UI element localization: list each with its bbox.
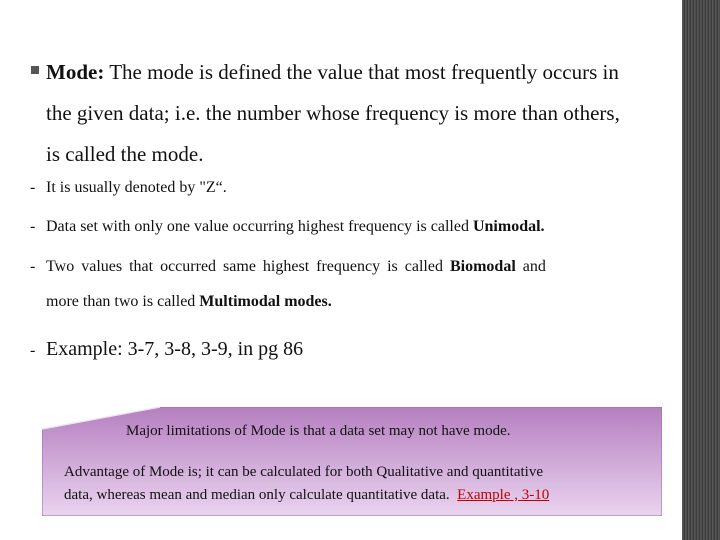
square-bullet-icon xyxy=(31,66,39,74)
mode-line-1 xyxy=(31,52,651,93)
mode-line-1-text: The mode is defined the value that most frequently occurs in xyxy=(104,60,619,84)
dash-bullet-icon: - xyxy=(30,342,36,359)
point-multimodal-text: more than two is called xyxy=(46,293,200,310)
point-denoted xyxy=(30,179,227,197)
example-line xyxy=(30,338,303,361)
point-unimodal-text: Data set with only one value occurring highest frequency is called xyxy=(46,218,473,235)
point-biomodal-text: Two values that occurred same highest frequency is called xyxy=(46,258,450,275)
example-3-10-link[interactable]: Example , 3-10 xyxy=(457,487,550,503)
limitation-text: Major limitations of Mode is that a data set may not have mode. xyxy=(126,423,511,439)
mode-line-2: the given data; i.e. the number whose frequency is more than others, xyxy=(46,101,620,125)
biomodal-term: Biomodal xyxy=(449,258,516,275)
dash-bullet-icon: - xyxy=(30,258,36,275)
advantage-line-2 xyxy=(64,487,549,504)
limitations-callout xyxy=(42,407,662,516)
right-decorative-strip xyxy=(682,0,720,540)
dash-bullet-icon: - xyxy=(30,179,36,196)
multimodal-term: Multimodal modes. xyxy=(199,293,332,310)
point-denoted-text: It is usually denoted by "Z“. xyxy=(46,179,227,196)
example-text: Example: 3-7, 3-8, 3-9, in pg 86 xyxy=(46,338,304,360)
mode-definition xyxy=(31,52,651,175)
point-multimodal xyxy=(46,293,332,311)
point-unimodal xyxy=(30,218,545,236)
advantage-line-1: Advantage of Mode is; it can be calculated for both Qualitative and quantitative xyxy=(64,464,544,480)
unimodal-term: Unimodal. xyxy=(472,218,545,235)
mode-line-3: is called the mode. xyxy=(46,142,204,166)
point-biomodal xyxy=(30,258,546,276)
mode-term: Mode: xyxy=(46,60,105,84)
dash-bullet-icon: - xyxy=(30,218,36,235)
biomodal-and: and xyxy=(515,258,546,275)
advantage-line-2-text: data, whereas mean and median only calculate quantitative data. xyxy=(64,487,450,503)
